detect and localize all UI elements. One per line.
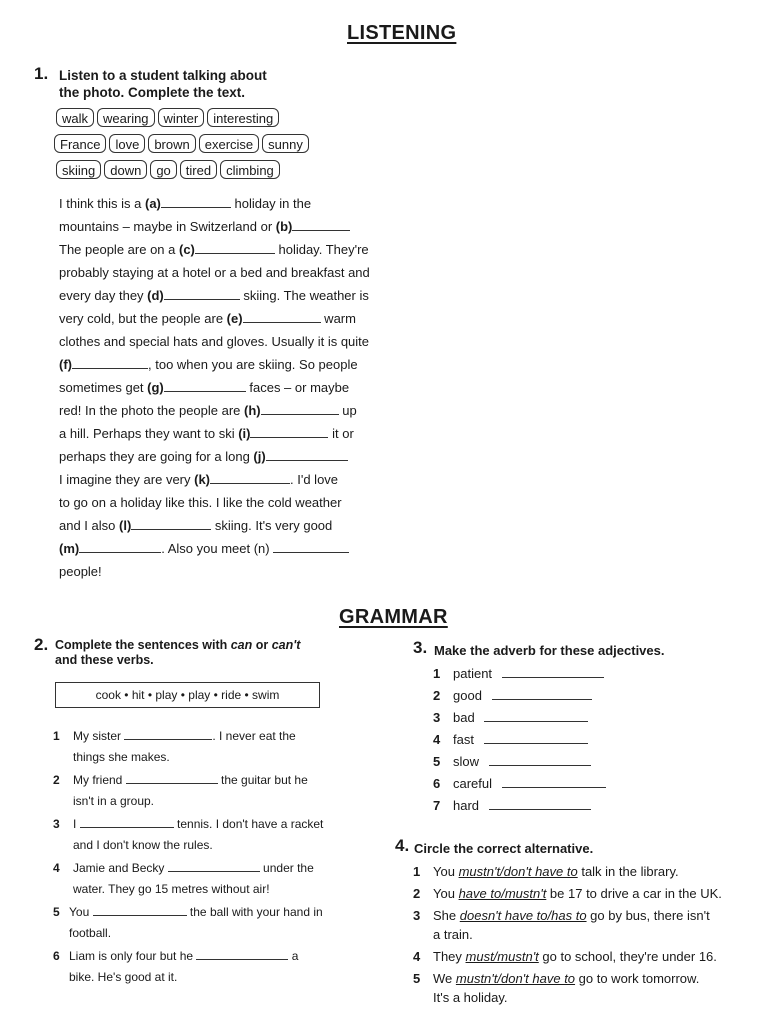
gap-blank[interactable] <box>273 540 349 553</box>
text-line <box>59 215 370 238</box>
gap-label: (c) <box>178 242 195 257</box>
line-text: perhaps they are going for a long <box>59 449 254 464</box>
word-bank-row-1 <box>56 108 309 127</box>
sentence-item <box>53 902 323 944</box>
instruction-text: or <box>252 638 272 652</box>
exercise-1-number: 1. <box>34 64 49 83</box>
exercise-2-instruction-line-2: and these verbs. <box>55 653 154 667</box>
line-text: . Also you meet (n) <box>161 541 274 556</box>
answer-blank[interactable] <box>80 815 174 828</box>
instruction-can: can <box>230 638 253 652</box>
line-text: red! In the photo the people are <box>59 403 245 418</box>
item-number: 2 <box>433 688 441 703</box>
sentence-text: under the <box>259 861 314 875</box>
gap-blank[interactable] <box>164 287 240 300</box>
sentence-text: I <box>73 817 80 831</box>
sentence-text: bike. He's good at it. <box>69 970 178 984</box>
gap-label: (m) <box>59 541 80 556</box>
text-line <box>59 238 370 261</box>
text-line <box>59 307 370 330</box>
exercise-4-list <box>413 862 722 1007</box>
sentence-text: isn't in a group. <box>73 794 155 808</box>
gap-label: (k) <box>194 472 211 487</box>
word-chip[interactable]: climbing <box>220 160 280 179</box>
alternative-item <box>413 862 722 881</box>
exercise-2-instruction <box>55 638 300 668</box>
sentence-text: the guitar but he <box>217 773 308 787</box>
sentence-text: My sister <box>73 729 125 743</box>
gap-blank[interactable] <box>79 540 161 553</box>
gap-label: (a) <box>144 196 161 211</box>
sentence-text: She <box>433 908 460 923</box>
adjective-word: slow <box>453 754 480 769</box>
adjective-word: bad <box>453 710 475 725</box>
sentence-text: We <box>433 971 456 986</box>
answer-blank[interactable] <box>124 727 212 740</box>
line-text: and I also <box>59 518 119 533</box>
word-chip[interactable]: exercise <box>199 134 259 153</box>
word-chip[interactable]: down <box>104 160 147 179</box>
sentence-text: football. <box>69 926 112 940</box>
word-chip[interactable]: walk <box>56 108 94 127</box>
sentence-item <box>53 946 323 988</box>
line-text: skiing. The weather is <box>239 288 369 303</box>
text-line <box>59 445 370 468</box>
item-number: 1 <box>433 666 441 681</box>
alternative-item <box>413 884 722 903</box>
instruction-text: Complete the sentences with <box>55 638 231 652</box>
text-line <box>59 422 370 445</box>
alternative-choice[interactable]: mustn't/don't have to <box>455 971 576 986</box>
verb-box: cook • hit • play • play • ride • swim <box>55 682 320 708</box>
sentence-text: They <box>433 949 466 964</box>
text-line <box>59 192 370 215</box>
line-text: skiing. It's very good <box>211 518 333 533</box>
alternative-choice[interactable]: have to/mustn't <box>458 886 547 901</box>
listening-heading: LISTENING <box>347 22 457 44</box>
exercise-3-instruction: Make the adverb for these adjectives. <box>434 643 665 658</box>
item-number: 4 <box>53 861 60 875</box>
adjective-word: patient <box>453 666 493 681</box>
text-line <box>59 284 370 307</box>
item-number: 1 <box>413 864 421 879</box>
adjective-word: fast <box>453 732 474 747</box>
line-text: I think this is a <box>59 196 145 211</box>
sentence-text: go by bus, there isn't <box>586 908 710 923</box>
answer-blank[interactable] <box>492 687 592 700</box>
gap-label: (f) <box>59 357 72 372</box>
word-bank-row-2 <box>54 134 309 153</box>
sentence-item <box>53 814 323 856</box>
exercise-4-instruction: Circle the correct alternative. <box>414 841 594 856</box>
adverb-item <box>433 707 606 729</box>
adverb-item <box>433 795 606 817</box>
gap-blank[interactable] <box>250 425 328 438</box>
word-chip[interactable]: skiing <box>56 160 101 179</box>
alternative-choice[interactable]: doesn't have to/has to <box>459 908 587 923</box>
word-chip[interactable]: love <box>109 134 145 153</box>
gap-blank[interactable] <box>261 402 339 415</box>
gap-label: (e) <box>226 311 243 326</box>
sentence-item <box>53 770 323 812</box>
text-line <box>59 491 370 514</box>
text-line <box>59 330 370 353</box>
sentence-text: My friend <box>73 773 126 787</box>
word-chip[interactable]: tired <box>180 160 217 179</box>
word-chip[interactable]: winter <box>158 108 205 127</box>
gap-blank[interactable] <box>161 195 231 208</box>
instruction-cant: can't <box>271 638 301 652</box>
item-number: 3 <box>413 908 421 923</box>
item-number: 3 <box>53 817 60 831</box>
line-text: every day they <box>59 288 148 303</box>
item-number: 7 <box>433 798 441 813</box>
line-text: The people are on a <box>59 242 179 257</box>
text-line <box>59 514 370 537</box>
exercise-2-number: 2. <box>34 635 49 654</box>
gap-blank[interactable] <box>131 517 211 530</box>
gap-blank[interactable] <box>72 356 148 369</box>
text-line <box>59 560 370 583</box>
exercise-2-instruction-line-1 <box>55 638 300 653</box>
sentence-text: the ball with your hand in <box>186 905 323 919</box>
grammar-heading: GRAMMAR <box>339 606 448 628</box>
text-line <box>59 261 370 284</box>
item-number: 5 <box>413 971 421 986</box>
adverb-item <box>433 685 606 707</box>
sentence-text: go to work tomorrow. <box>575 971 700 986</box>
answer-blank[interactable] <box>502 775 606 788</box>
adverb-item <box>433 751 606 773</box>
sentence-text: You <box>433 886 459 901</box>
sentence-text: things she makes. <box>73 750 170 764</box>
adjective-word: hard <box>453 798 480 813</box>
sentence-text: talk in the library. <box>577 864 679 879</box>
alternative-item <box>413 906 722 944</box>
sentence-text: You <box>69 905 93 919</box>
item-number: 6 <box>53 949 60 963</box>
sentence-text: and I don't know the rules. <box>73 838 213 852</box>
gap-blank[interactable] <box>266 448 348 461</box>
sentence-text: water. They go 15 metres without air! <box>73 882 270 896</box>
word-chip[interactable]: interesting <box>207 108 279 127</box>
sentence-item <box>53 726 323 768</box>
answer-blank[interactable] <box>168 859 260 872</box>
alternative-choice[interactable]: mustn't/don't have to <box>458 864 578 879</box>
adjective-word: good <box>453 688 482 703</box>
answer-blank[interactable] <box>489 797 591 810</box>
answer-blank[interactable] <box>489 753 591 766</box>
sentence-text: a <box>288 949 299 963</box>
word-chip[interactable]: France <box>54 134 106 153</box>
item-number: 3 <box>433 710 441 725</box>
text-line <box>59 399 370 422</box>
sentence-text: You <box>433 864 459 879</box>
gap-blank[interactable] <box>195 241 275 254</box>
sentence-item <box>53 858 323 900</box>
sentence-text: a train. <box>433 927 473 942</box>
line-text: a hill. Perhaps they want to ski <box>59 426 239 441</box>
gap-blank[interactable] <box>164 379 246 392</box>
sentence-text: go to school, they're under 16. <box>538 949 717 964</box>
word-chip[interactable]: wearing <box>97 108 155 127</box>
line-text: probably staying at a hotel or a bed and breakfast and <box>59 265 370 280</box>
item-number: 2 <box>413 886 421 901</box>
item-number: 5 <box>53 905 60 919</box>
line-text: people! <box>59 564 102 579</box>
sentence-text: . I never eat the <box>212 729 296 743</box>
line-text: . I'd love <box>290 472 339 487</box>
text-line <box>59 376 370 399</box>
line-text: clothes and special hats and gloves. Usually it is quite <box>59 334 370 349</box>
alternative-item <box>413 947 722 966</box>
line-text: , too when you are skiing. So people <box>148 357 358 372</box>
word-bank <box>56 108 309 179</box>
word-chip[interactable]: sunny <box>262 134 309 153</box>
gap-label: (d) <box>147 288 164 303</box>
exercise-1-instruction <box>59 67 267 101</box>
exercise-3-number: 3. <box>413 638 428 657</box>
gap-label: (i) <box>238 426 251 441</box>
answer-blank[interactable] <box>93 903 187 916</box>
item-number: 2 <box>53 773 60 787</box>
adjective-word: careful <box>453 776 493 791</box>
sentence-text: be 17 to drive a car in the UK. <box>546 886 722 901</box>
line-text: sometimes get <box>59 380 148 395</box>
text-line <box>59 468 370 491</box>
adverb-item <box>433 663 606 685</box>
text-line <box>59 353 370 376</box>
sentence-text: It's a holiday. <box>433 990 508 1005</box>
adverb-item <box>433 729 606 751</box>
line-text: mountains – maybe in Switzerland or <box>59 219 276 234</box>
exercise-2-sentences <box>53 726 323 988</box>
item-number: 1 <box>53 729 60 743</box>
alternative-item <box>413 969 722 1007</box>
gap-blank[interactable] <box>292 218 350 231</box>
answer-blank[interactable] <box>484 709 588 722</box>
exercise-3-list <box>433 663 606 817</box>
gap-label: (j) <box>253 449 266 464</box>
line-text: warm <box>320 311 356 326</box>
line-text: it or <box>328 426 354 441</box>
word-bank-row-3 <box>56 160 309 179</box>
line-text: I imagine they are very <box>59 472 195 487</box>
word-chip[interactable]: go <box>150 160 176 179</box>
item-number: 5 <box>433 754 441 769</box>
item-number: 4 <box>413 949 421 964</box>
gap-label: (l) <box>119 518 132 533</box>
listening-text <box>59 192 370 583</box>
sentence-text: Jamie and Becky <box>73 861 168 875</box>
line-text: faces – or maybe <box>245 380 350 395</box>
adverb-item <box>433 773 606 795</box>
answer-blank[interactable] <box>126 771 218 784</box>
answer-blank[interactable] <box>484 731 588 744</box>
exercise-4-number: 4. <box>395 836 410 855</box>
exercise-1-instruction-line-1: Listen to a student talking about <box>59 68 267 83</box>
gap-blank[interactable] <box>243 310 321 323</box>
line-text: very cold, but the people are <box>59 311 227 326</box>
gap-label: (g) <box>147 380 164 395</box>
sentence-text: tennis. I don't have a racket <box>173 817 324 831</box>
answer-blank[interactable] <box>196 947 288 960</box>
answer-blank[interactable] <box>502 665 604 678</box>
exercise-1-instruction-line-2: the photo. Complete the text. <box>59 85 246 100</box>
gap-blank[interactable] <box>210 471 290 484</box>
sentence-text: Liam is only four but he <box>69 949 197 963</box>
gap-label: (h) <box>244 403 261 418</box>
gap-label: (b) <box>275 219 293 234</box>
word-chip[interactable]: brown <box>148 134 195 153</box>
item-number: 6 <box>433 776 441 791</box>
text-line <box>59 537 370 560</box>
line-text: up <box>338 403 357 418</box>
alternative-choice[interactable]: must/mustn't <box>465 949 539 964</box>
item-number: 4 <box>433 732 441 747</box>
line-text: to go on a holiday like this. I like the cold weather <box>59 495 342 510</box>
line-text: holiday in the <box>230 196 312 211</box>
line-text: holiday. They're <box>274 242 369 257</box>
